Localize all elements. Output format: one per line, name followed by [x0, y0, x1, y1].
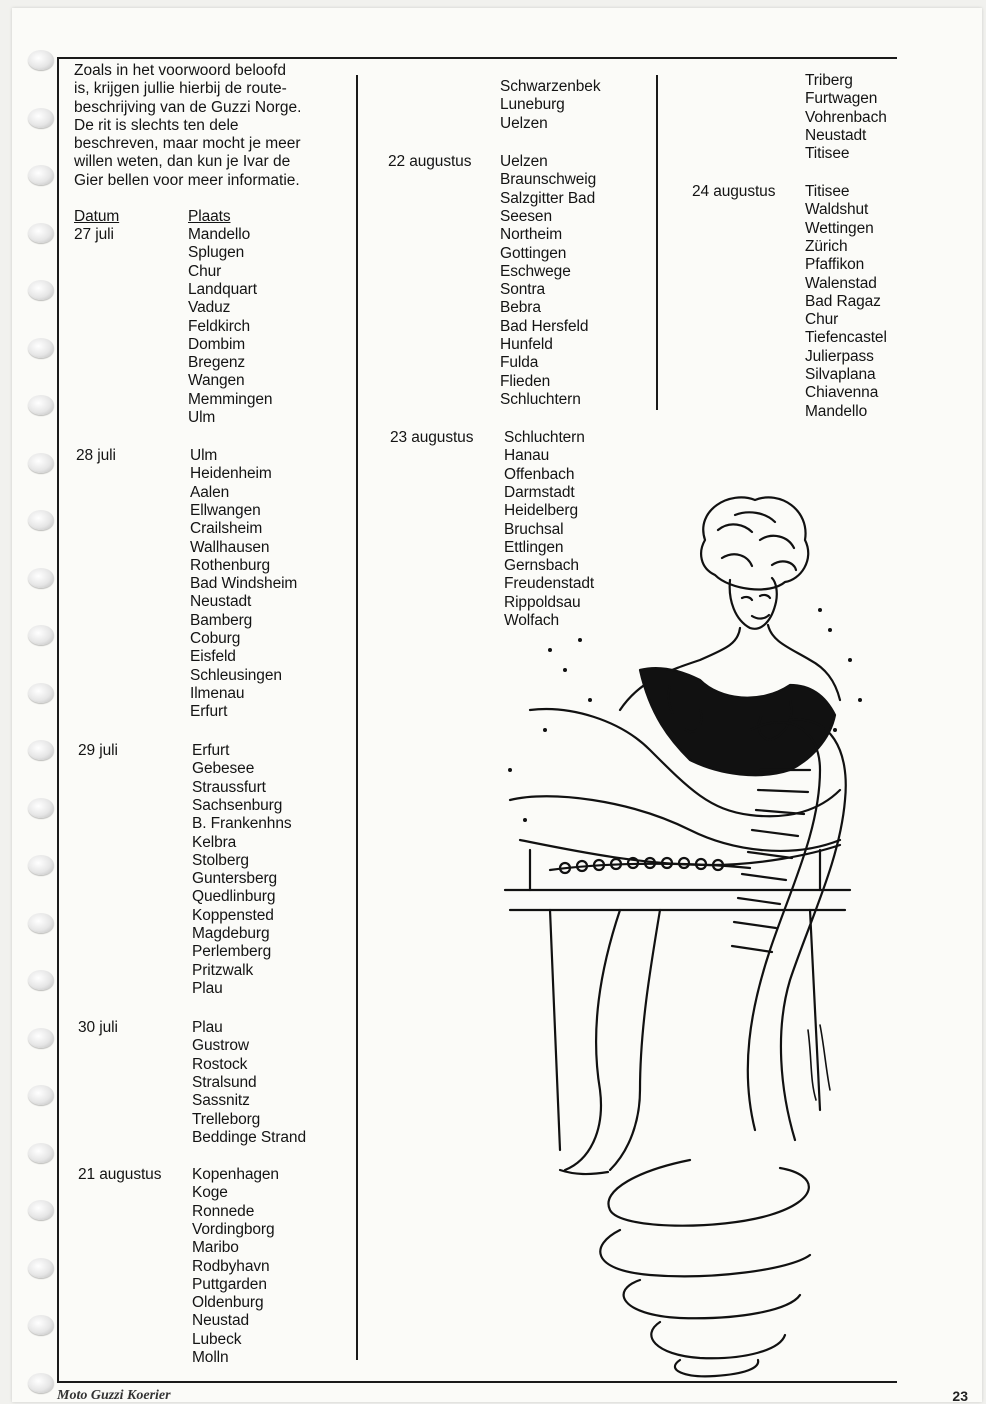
- route-place: Kelbra: [192, 833, 237, 851]
- route-place: B. Frankenhns: [192, 815, 292, 833]
- binder-ring: [28, 50, 54, 70]
- route-place: Quedlinburg: [192, 888, 276, 906]
- route-date: 28 juli: [76, 447, 116, 464]
- route-place: Ilmenau: [190, 684, 245, 702]
- route-place: Landquart: [188, 280, 257, 298]
- binder-ring: [28, 1200, 54, 1220]
- route-place: Waldshut: [805, 201, 869, 219]
- route-place: Memmingen: [188, 390, 273, 408]
- route-place: Uelzen: [500, 114, 548, 132]
- route-place: Ulm: [188, 409, 216, 426]
- route-place: Heidenheim: [190, 465, 272, 483]
- route-place: Neustad: [192, 1312, 250, 1330]
- route-place: Koge: [192, 1184, 228, 1202]
- binder-ring: [28, 395, 54, 415]
- route-place: Rostock: [192, 1055, 248, 1073]
- route-place: Bad Windsheim: [190, 575, 298, 593]
- binder-ring: [28, 625, 54, 645]
- route-place: Offenbach: [504, 465, 575, 483]
- route-place: Chur: [805, 311, 839, 329]
- binder-ring: [28, 855, 54, 875]
- intro-paragraph: [74, 62, 301, 190]
- route-place: Erfurt: [192, 742, 230, 759]
- header-date: Datum: [74, 208, 120, 225]
- intro-line: beschreven, maar mocht je meer: [74, 135, 301, 153]
- route-place: Seesen: [500, 207, 552, 225]
- route-place: Molln: [192, 1349, 229, 1366]
- route-date: 27 juli: [74, 226, 114, 243]
- route-place: Ronnede: [192, 1202, 255, 1220]
- route-place: Vaduz: [188, 299, 231, 317]
- binder-ring: [28, 108, 54, 128]
- route-place: Walenstad: [805, 274, 877, 292]
- frame-bottom-rule: [57, 1381, 897, 1383]
- binder-rings: [0, 0, 60, 1402]
- route-place: Uelzen: [500, 153, 548, 170]
- route-place: Triberg: [805, 72, 853, 89]
- header-place: Plaats: [188, 208, 231, 225]
- route-place: Fulda: [500, 354, 539, 372]
- route-place: Aalen: [190, 483, 230, 501]
- binder-ring: [28, 1258, 54, 1278]
- column-divider-2: [656, 75, 658, 410]
- route-place: Titisee: [805, 145, 850, 163]
- binder-ring: [28, 223, 54, 243]
- route-place: Eschwege: [500, 262, 571, 280]
- intro-line: willen weten, dan kun je Ivar de: [74, 153, 291, 171]
- route-place: Wallhausen: [190, 538, 270, 556]
- intro-line: De rit is slechts ten dele: [74, 116, 239, 134]
- route-place: Maribo: [192, 1239, 239, 1257]
- route-place: Bamberg: [190, 611, 253, 629]
- route-place: Splugen: [188, 244, 245, 262]
- route-place: Wangen: [188, 372, 245, 390]
- route-place: Rodbyhavn: [192, 1257, 270, 1275]
- route-place: Chur: [188, 262, 222, 280]
- route-place: Bad Hersfeld: [500, 317, 589, 335]
- route-place: Zürich: [805, 237, 848, 255]
- route-place: Lubeck: [192, 1330, 242, 1348]
- binder-ring: [28, 1028, 54, 1048]
- route-place: Freudenstadt: [504, 575, 595, 593]
- illustration-woman-typing: [490, 470, 890, 1380]
- column-divider-1: [356, 75, 358, 1360]
- binder-ring: [28, 280, 54, 300]
- route-place: Pfaffikon: [805, 256, 865, 274]
- route-place: Sachsenburg: [192, 796, 283, 814]
- route-place: Bebra: [500, 299, 541, 317]
- binder-ring: [28, 798, 54, 818]
- binder-ring: [28, 453, 54, 473]
- binder-ring: [28, 913, 54, 933]
- route-place: Flieden: [500, 372, 551, 390]
- route-place: Erfurt: [190, 703, 228, 721]
- route-place: Bregenz: [188, 354, 246, 372]
- frame-left-rule: [57, 57, 59, 1382]
- route-place: Gottingen: [500, 244, 567, 262]
- binder-ring: [28, 1143, 54, 1163]
- route-place: Oldenburg: [192, 1294, 264, 1312]
- route-place: Guntersberg: [192, 870, 278, 888]
- route-place: Braunschweig: [500, 171, 597, 189]
- intro-line: Gier bellen voor meer informatie.: [74, 171, 300, 189]
- route-place: Gernsbach: [504, 557, 579, 575]
- route-place: Rothenburg: [190, 556, 271, 574]
- route-place: Furtwagen: [805, 90, 878, 108]
- route-place: Mandello: [805, 402, 868, 420]
- route-place: Sassnitz: [192, 1092, 250, 1110]
- route-place: Rippoldsau: [504, 593, 581, 611]
- route-place: Schluchtern: [504, 429, 585, 446]
- route-place: Plau: [192, 979, 223, 997]
- route-place: Dombim: [188, 335, 246, 353]
- magazine-name: Moto Guzzi Koerier: [57, 1388, 171, 1403]
- route-place: Beddinge Strand: [192, 1128, 306, 1146]
- route-place: Titisee: [805, 183, 850, 200]
- route-place: Kopenhagen: [192, 1166, 279, 1183]
- route-place: Plau: [192, 1019, 223, 1036]
- route-place: Koppensted: [192, 906, 274, 924]
- route-place: Ettlingen: [504, 538, 564, 556]
- route-place: Bad Ragaz: [805, 292, 881, 310]
- frame-top-rule: [57, 57, 897, 59]
- intro-line: beschrijving van de Guzzi Norge.: [74, 98, 302, 116]
- route-date: 30 juli: [78, 1019, 118, 1036]
- route-place: Stolberg: [192, 851, 249, 869]
- route-place: Darmstadt: [504, 483, 575, 501]
- route-place: Vohrenbach: [805, 108, 887, 126]
- route-place: Crailsheim: [190, 520, 263, 538]
- route-place: Stralsund: [192, 1073, 257, 1091]
- route-place: Heidelberg: [504, 502, 578, 520]
- binder-ring: [28, 740, 54, 760]
- route-place: Ulm: [190, 447, 218, 464]
- route-place: Hunfeld: [500, 336, 553, 353]
- route-place: Straussfurt: [192, 778, 266, 796]
- route-place: Trelleborg: [192, 1110, 261, 1128]
- route-place: Eisfeld: [190, 648, 236, 666]
- route-date: 23 augustus: [390, 429, 474, 446]
- binder-ring: [28, 970, 54, 990]
- route-place: Magdeburg: [192, 925, 270, 942]
- route-place: Mandello: [188, 226, 251, 243]
- route-place: Coburg: [190, 630, 241, 647]
- binder-ring: [28, 683, 54, 703]
- binder-ring: [28, 510, 54, 530]
- binder-ring: [28, 338, 54, 358]
- intro-line: is, krijgen jullie hierbij de route-: [74, 80, 287, 98]
- route-place: Gustrow: [192, 1037, 250, 1055]
- route-place: Ellwangen: [190, 501, 261, 519]
- route-date: 29 juli: [78, 742, 118, 759]
- route-place: Bruchsal: [504, 520, 564, 538]
- route-place: Perlemberg: [192, 943, 272, 961]
- route-place: Neustadt: [190, 593, 252, 611]
- route-place: Julierpass: [805, 347, 874, 365]
- binder-ring: [28, 1085, 54, 1105]
- route-place: Chiavenna: [805, 384, 879, 402]
- route-place: Vordingborg: [192, 1220, 275, 1238]
- route-place: Schluchtern: [500, 390, 581, 408]
- route-place: Schwarzenbek: [500, 78, 601, 95]
- binder-ring: [28, 1315, 54, 1335]
- binder-ring: [28, 1373, 54, 1393]
- route-date: 24 augustus: [692, 183, 776, 200]
- route-place: Luneburg: [500, 96, 565, 114]
- route-place: Puttgarden: [192, 1275, 267, 1293]
- route-place: Pritzwalk: [192, 961, 254, 979]
- route-place: Hanau: [504, 447, 550, 465]
- page-number: 23: [952, 1388, 968, 1404]
- route-place: Neustadt: [805, 126, 867, 144]
- route-place: Tiefencastel: [805, 329, 887, 347]
- route-place: Gebesee: [192, 760, 255, 778]
- route-place: Salzgitter Bad: [500, 189, 596, 207]
- route-place: Feldkirch: [188, 317, 250, 335]
- route-place: Wettingen: [805, 219, 874, 237]
- route-place: Wolfach: [504, 612, 560, 629]
- binder-ring: [28, 568, 54, 588]
- route-place: Sontra: [500, 281, 546, 299]
- route-date: 22 augustus: [388, 153, 472, 170]
- route-date: 21 augustus: [78, 1166, 162, 1183]
- route-place: Schleusingen: [190, 666, 282, 684]
- route-place: Northeim: [500, 226, 563, 244]
- binder-ring: [28, 165, 54, 185]
- route-place: Silvaplana: [805, 366, 876, 383]
- intro-line: Zoals in het voorwoord beloofd: [74, 62, 286, 79]
